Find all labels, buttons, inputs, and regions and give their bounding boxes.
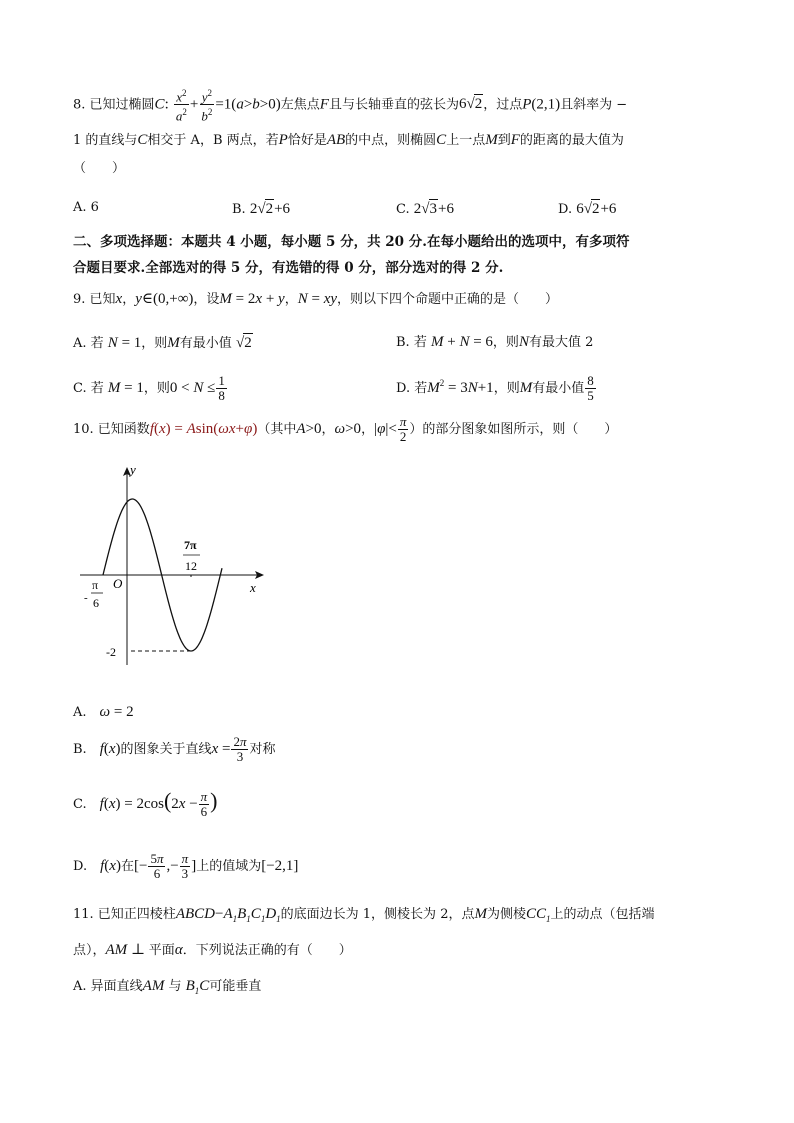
q11-text: 平面 — [148, 943, 175, 958]
q11-text: 11. 已知正四棱柱 — [73, 907, 176, 922]
q8-text: 的中点，则椭圆 — [345, 133, 437, 148]
q11-text: 上的动点（包括端 — [550, 907, 655, 922]
tick-left-den: 6 — [93, 596, 99, 610]
q8-text: 上一点 — [446, 133, 486, 148]
q10-option-a: A. ω = 2 — [73, 704, 134, 720]
q9-stem: 9. 已知x，y∈(0,+∞)，设M = 2x + y，N = xy，则以下四个命题中正确的是（ ） — [73, 291, 559, 307]
q8-text: 相交于 A，B 两点，若 — [147, 133, 279, 148]
q9-text: ，设 — [193, 292, 220, 307]
q10-text: （其中 — [257, 422, 297, 437]
q10-option-b: B. f(x)的图象关于直线x = $\frac{2\pi}{3}$ 对称 — [73, 734, 276, 764]
q8-text: 到 — [497, 133, 511, 148]
q10-option-d: D. f(x)在[− $\frac{5\pi}{6}$ ,− $\frac{\pi}{3}$ ]上的值域为[−2,1] — [73, 851, 299, 881]
y-label: y — [130, 462, 136, 477]
origin-label: O — [113, 576, 123, 591]
q8-line-2: 1 的直线与C相交于 A，B 两点，若P恰好是AB的中点，则椭圆C上一点M到F的距离的最大值为 — [73, 132, 624, 148]
q11-text: 的底面边长为 1，侧棱长为 2，点 — [280, 907, 475, 922]
q9-text: ，则以下四个命题中正确的是（ ） — [337, 292, 559, 307]
q9-option-b: B. 若 M + N = 6，则N有最大值 2 — [396, 334, 594, 350]
q8-text: 的距离的最大值为 — [519, 133, 624, 148]
tick-left-sign: - — [84, 592, 88, 604]
tick-left-num: π — [92, 578, 99, 592]
q10-text: ）的部分图象如图所示，则（ ） — [409, 422, 618, 437]
tick-right-num: 7π — [184, 538, 197, 552]
q8-text: 8. 已知过椭圆 — [73, 97, 155, 113]
q11-text: 为侧棱 — [486, 907, 526, 922]
q9-option-c: C. 若 M = 1，则0 < N ≤ $\frac{1}{8}$ — [73, 373, 225, 403]
q8-option-a: A. 6 — [73, 200, 99, 215]
q11-text: 点）， — [73, 943, 106, 958]
q11-option-a: A. 异面直线AM 与 $B_1C$可能垂直 — [73, 978, 262, 996]
section-2-heading-line-2: 合题目要求.全部选对的得 5 分，有选错的得 0 分，部分选对的得 2 分. — [73, 260, 504, 276]
q8-text: 且斜率为 − — [560, 97, 628, 113]
q10-option-c: C. f(x) = 2cos(2x − $\frac{\pi}{6}$ ) — [73, 788, 218, 819]
q8-line-1: 8. 已知过椭圆C: $\frac{x^2}{a^2}$ + $\frac{y^2}{b^2}$ =1(a>b>0)左焦点F且与长轴垂直的弦长为6√2，过点P(2,1)且斜率为 − — [73, 88, 628, 124]
sine-graph — [76, 460, 276, 670]
q8-text: 1 的直线与 — [73, 133, 138, 148]
x-label: x — [250, 580, 256, 595]
q10-stem: 10. 已知函数f(x) = Asin(ωx+φ)（其中A>0，ω>0，|φ|< $\frac{\pi}{2}$ ）的部分图象如图所示，则（ ） — [73, 414, 618, 444]
q8-option-b: B. 2√2+6 — [232, 201, 291, 217]
min-label: -2 — [106, 645, 116, 659]
tick-right-den: 12 — [185, 559, 197, 573]
q10-text: 10. 已知函数 — [73, 422, 150, 437]
q11-text: ．下列说法正确的有（ ） — [182, 943, 352, 958]
q9-option-d: D. 若$M^2 = 3N+1$，则M有最小值 $\frac{8}{5}$ — [396, 373, 594, 403]
q9-option-a: A. 若 N = 1，则M有最小值 √2 — [73, 335, 252, 351]
q11-line-2: 点），AM ⊥ 平面α．下列说法正确的有（ ） — [73, 942, 352, 958]
q8-text: 且与长轴垂直的弦长为 — [328, 97, 459, 113]
q8-text: 左焦点 — [280, 97, 320, 113]
q8-text: 恰好是 — [287, 133, 327, 148]
q8-line-3: （ ） — [73, 161, 126, 176]
q8-option-c: C. 2√3+6 — [396, 201, 454, 217]
q8-option-d: D. 6√2+6 — [558, 201, 617, 217]
q11-line-1: 11. 已知正四棱柱$ABCD-A_1B_1C_1D_1$的底面边长为 1，侧棱长为 2，点M为侧棱$CC_1$上的动点（包括端 — [73, 906, 655, 924]
q9-text: 9. 已知 — [73, 292, 116, 307]
section-2-heading-line-1: 二、多项选择题：本题共 4 小题，每小题 5 分，共 20 分.在每小题给出的选项中，有多项符 — [73, 234, 630, 250]
q8-text: ，过点 — [483, 97, 523, 113]
